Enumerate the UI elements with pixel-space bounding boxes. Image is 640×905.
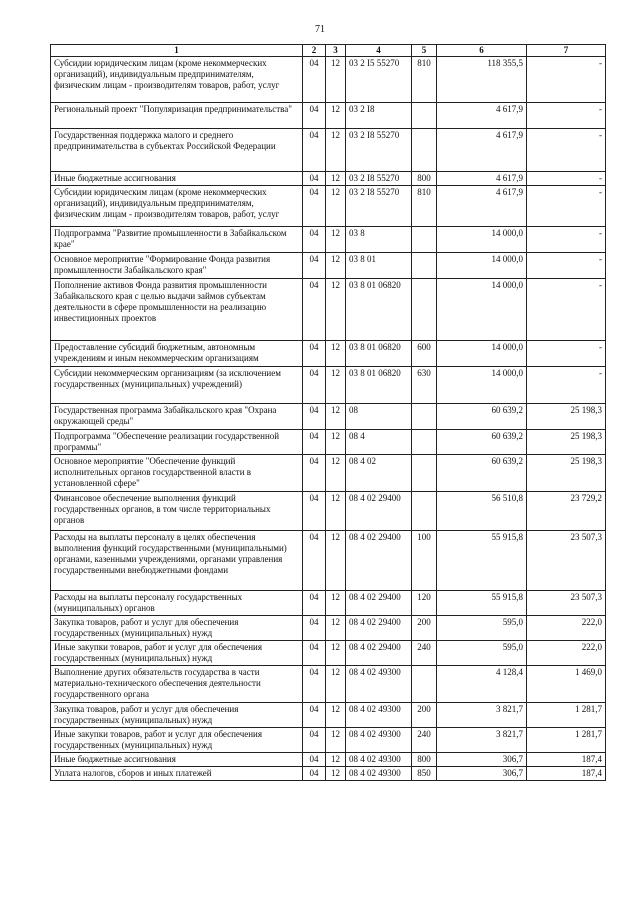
row-amount-col7: 187,4	[527, 766, 606, 780]
row-amount-col7: -	[527, 129, 606, 172]
row-subsection: 12	[326, 727, 346, 752]
row-amount-col7: 23 507,3	[527, 530, 606, 590]
row-expense-type	[412, 665, 437, 702]
row-expense-type: 200	[412, 615, 437, 640]
row-expense-type	[412, 430, 437, 455]
row-subsection: 12	[326, 172, 346, 186]
row-name: Финансовое обеспечение выполнения функций государственных органов, в том числе территориальных органов	[51, 491, 303, 530]
row-section: 04	[303, 590, 326, 615]
row-amount-col7: 23 729,2	[527, 491, 606, 530]
row-amount-col6: 4 617,9	[437, 186, 527, 227]
row-target-code: 08	[346, 404, 412, 430]
row-amount-col6: 118 355,5	[437, 57, 527, 103]
row-amount-col6: 60 639,2	[437, 404, 527, 430]
column-header-1: 1	[51, 45, 303, 57]
row-expense-type	[412, 227, 437, 253]
row-expense-type	[412, 129, 437, 172]
row-amount-col7: -	[527, 172, 606, 186]
row-name: Субсидии юридическим лицам (кроме некоммерческих организаций), индивидуальным предпринимателям, физическим лицам - производителям товаров, работ, услуг	[51, 57, 303, 103]
row-amount-col6: 306,7	[437, 766, 527, 780]
row-name: Субсидии некоммерческим организациям (за исключением государственных (муниципальных) учреждений)	[51, 367, 303, 404]
row-name: Пополнение активов Фонда развития промышленности Забайкальского края с целью выдачи займов субъектам деятельности в сфере промышленности на реализацию инвестиционных проектов	[51, 279, 303, 341]
row-expense-type	[412, 279, 437, 341]
column-header-4: 4	[346, 45, 412, 57]
row-amount-col6: 14 000,0	[437, 279, 527, 341]
row-target-code: 03 2 I8	[346, 103, 412, 129]
row-amount-col6: 306,7	[437, 752, 527, 766]
row-expense-type: 100	[412, 530, 437, 590]
column-header-5: 5	[412, 45, 437, 57]
table-row	[51, 341, 606, 367]
row-target-code: 03 8	[346, 227, 412, 253]
row-section: 04	[303, 454, 326, 491]
row-expense-type	[412, 491, 437, 530]
row-subsection: 12	[326, 227, 346, 253]
table-row	[51, 57, 606, 103]
table-row	[51, 530, 606, 590]
row-target-code: 03 2 I5 55270	[346, 57, 412, 103]
row-expense-type	[412, 404, 437, 430]
row-name: Подпрограмма "Обеспечение реализации государственной программы"	[51, 430, 303, 455]
row-subsection: 12	[326, 430, 346, 455]
table-row	[51, 367, 606, 404]
row-target-code: 08 4 02 49300	[346, 727, 412, 752]
table-row	[51, 129, 606, 172]
row-amount-col6: 4 617,9	[437, 129, 527, 172]
column-header-6: 6	[437, 45, 527, 57]
row-amount-col7: -	[527, 253, 606, 279]
row-name: Закупка товаров, работ и услуг для обеспечения государственных (муниципальных) нужд	[51, 615, 303, 640]
row-target-code: 08 4 02 29400	[346, 615, 412, 640]
row-section: 04	[303, 172, 326, 186]
row-expense-type: 240	[412, 640, 437, 665]
row-section: 04	[303, 253, 326, 279]
table-row	[51, 404, 606, 430]
row-subsection: 12	[326, 766, 346, 780]
row-name: Уплата налогов, сборов и иных платежей	[51, 766, 303, 780]
row-section: 04	[303, 665, 326, 702]
column-header-7: 7	[527, 45, 606, 57]
row-amount-col6: 60 639,2	[437, 454, 527, 491]
row-target-code: 08 4 02	[346, 454, 412, 491]
row-section: 04	[303, 404, 326, 430]
budget-table	[50, 44, 606, 781]
row-name: Подпрограмма "Развитие промышленности в Забайкальском крае"	[51, 227, 303, 253]
row-amount-col6: 14 000,0	[437, 227, 527, 253]
row-target-code: 08 4 02 49300	[346, 752, 412, 766]
row-amount-col7: -	[527, 341, 606, 367]
row-section: 04	[303, 640, 326, 665]
row-amount-col6: 4 617,9	[437, 103, 527, 129]
row-amount-col7: 23 507,3	[527, 590, 606, 615]
row-name: Расходы на выплаты персоналу в целях обеспечения выполнения функций государственными (муниципальными) органами, казенными учреждениями, органами управления государственными внебюджетными фондами	[51, 530, 303, 590]
row-name: Иные бюджетные ассигнования	[51, 172, 303, 186]
row-amount-col7: 222,0	[527, 640, 606, 665]
row-subsection: 12	[326, 129, 346, 172]
row-name: Основное мероприятие "Формирование Фонда развития промышленности Забайкальского края"	[51, 253, 303, 279]
row-amount-col7: -	[527, 227, 606, 253]
row-amount-col7: 1 281,7	[527, 727, 606, 752]
table-row	[51, 279, 606, 341]
table-row	[51, 590, 606, 615]
table-row	[51, 766, 606, 780]
row-name: Иные закупки товаров, работ и услуг для обеспечения государственных (муниципальных) нужд	[51, 727, 303, 752]
row-amount-col6: 55 915,8	[437, 590, 527, 615]
row-subsection: 12	[326, 752, 346, 766]
row-section: 04	[303, 702, 326, 727]
row-amount-col6: 3 821,7	[437, 702, 527, 727]
row-amount-col6: 55 915,8	[437, 530, 527, 590]
table-row	[51, 103, 606, 129]
row-section: 04	[303, 615, 326, 640]
row-expense-type: 850	[412, 766, 437, 780]
row-subsection: 12	[326, 590, 346, 615]
row-name: Субсидии юридическим лицам (кроме некоммерческих организаций), индивидуальным предпринимателям, физическим лицам - производителям товаров, работ, услуг	[51, 186, 303, 227]
row-section: 04	[303, 367, 326, 404]
row-expense-type	[412, 454, 437, 491]
row-section: 04	[303, 530, 326, 590]
row-amount-col7: -	[527, 279, 606, 341]
row-amount-col6: 14 000,0	[437, 253, 527, 279]
row-target-code: 08 4 02 29400	[346, 491, 412, 530]
row-section: 04	[303, 57, 326, 103]
table-row	[51, 172, 606, 186]
row-expense-type: 600	[412, 341, 437, 367]
table-row	[51, 665, 606, 702]
row-subsection: 12	[326, 404, 346, 430]
table-row	[51, 752, 606, 766]
row-target-code: 08 4 02 49300	[346, 702, 412, 727]
row-amount-col6: 4 617,9	[437, 172, 527, 186]
row-amount-col6: 14 000,0	[437, 341, 527, 367]
row-name: Иные бюджетные ассигнования	[51, 752, 303, 766]
row-target-code: 03 8 01 06820	[346, 279, 412, 341]
row-name: Основное мероприятие "Обеспечение функций исполнительных органов государственной власти в установленной сфере"	[51, 454, 303, 491]
row-expense-type: 240	[412, 727, 437, 752]
row-subsection: 12	[326, 640, 346, 665]
row-amount-col6: 14 000,0	[437, 367, 527, 404]
row-name: Закупка товаров, работ и услуг для обеспечения государственных (муниципальных) нужд	[51, 702, 303, 727]
row-section: 04	[303, 430, 326, 455]
row-subsection: 12	[326, 367, 346, 404]
row-amount-col7: 187,4	[527, 752, 606, 766]
row-amount-col7: 25 198,3	[527, 430, 606, 455]
row-amount-col6: 595,0	[437, 640, 527, 665]
row-target-code: 08 4 02 29400	[346, 590, 412, 615]
row-amount-col7: -	[527, 186, 606, 227]
row-amount-col7: 1 469,0	[527, 665, 606, 702]
row-name: Предоставление субсидий бюджетным, автономным учреждениям и иным некоммерческим организациям	[51, 341, 303, 367]
table-row	[51, 253, 606, 279]
row-target-code: 08 4 02 29400	[346, 640, 412, 665]
row-target-code: 03 8 01 06820	[346, 341, 412, 367]
row-amount-col7: -	[527, 57, 606, 103]
row-target-code: 08 4 02 49300	[346, 665, 412, 702]
row-target-code: 08 4	[346, 430, 412, 455]
table-row	[51, 702, 606, 727]
row-expense-type: 630	[412, 367, 437, 404]
row-subsection: 12	[326, 279, 346, 341]
row-expense-type: 810	[412, 57, 437, 103]
row-section: 04	[303, 227, 326, 253]
row-name: Иные закупки товаров, работ и услуг для обеспечения государственных (муниципальных) нужд	[51, 640, 303, 665]
row-expense-type: 810	[412, 186, 437, 227]
row-name: Выполнение других обязательств государства в части материально-технического обеспечения деятельности государственного органа	[51, 665, 303, 702]
row-section: 04	[303, 279, 326, 341]
row-amount-col6: 56 510,8	[437, 491, 527, 530]
row-amount-col7: -	[527, 103, 606, 129]
table-row	[51, 640, 606, 665]
row-amount-col7: 1 281,7	[527, 702, 606, 727]
table-row	[51, 430, 606, 455]
row-subsection: 12	[326, 57, 346, 103]
row-section: 04	[303, 727, 326, 752]
row-expense-type: 800	[412, 752, 437, 766]
page-number: 71	[315, 24, 325, 35]
row-subsection: 12	[326, 665, 346, 702]
row-subsection: 12	[326, 341, 346, 367]
row-target-code: 03 8 01	[346, 253, 412, 279]
row-name: Расходы на выплаты персоналу государственных (муниципальных) органов	[51, 590, 303, 615]
row-amount-col7: -	[527, 367, 606, 404]
row-expense-type: 120	[412, 590, 437, 615]
row-section: 04	[303, 341, 326, 367]
row-expense-type	[412, 253, 437, 279]
row-section: 04	[303, 766, 326, 780]
row-amount-col7: 25 198,3	[527, 404, 606, 430]
row-subsection: 12	[326, 530, 346, 590]
row-section: 04	[303, 186, 326, 227]
row-name: Государственная поддержка малого и среднего предпринимательства в субъектах Российской Федерации	[51, 129, 303, 172]
row-name: Региональный проект "Популяризация предпринимательства"	[51, 103, 303, 129]
row-expense-type	[412, 103, 437, 129]
row-amount-col6: 595,0	[437, 615, 527, 640]
row-subsection: 12	[326, 253, 346, 279]
table-row	[51, 227, 606, 253]
column-header-2: 2	[303, 45, 326, 57]
row-amount-col6: 3 821,7	[437, 727, 527, 752]
row-subsection: 12	[326, 103, 346, 129]
row-subsection: 12	[326, 186, 346, 227]
row-section: 04	[303, 103, 326, 129]
row-section: 04	[303, 491, 326, 530]
row-amount-col6: 60 639,2	[437, 430, 527, 455]
row-amount-col7: 222,0	[527, 615, 606, 640]
row-subsection: 12	[326, 702, 346, 727]
row-target-code: 03 2 I8 55270	[346, 186, 412, 227]
table-row	[51, 454, 606, 491]
table-row	[51, 727, 606, 752]
column-header-3: 3	[326, 45, 346, 57]
row-name: Государственная программа Забайкальского края "Охрана окружающей среды"	[51, 404, 303, 430]
row-amount-col7: 25 198,3	[527, 454, 606, 491]
row-subsection: 12	[326, 491, 346, 530]
table-row	[51, 491, 606, 530]
row-target-code: 08 4 02 49300	[346, 766, 412, 780]
row-subsection: 12	[326, 615, 346, 640]
row-expense-type: 200	[412, 702, 437, 727]
header-row	[51, 45, 606, 57]
row-amount-col6: 4 128,4	[437, 665, 527, 702]
row-section: 04	[303, 129, 326, 172]
row-section: 04	[303, 752, 326, 766]
row-subsection: 12	[326, 454, 346, 491]
row-target-code: 03 8 01 06820	[346, 367, 412, 404]
row-expense-type: 800	[412, 172, 437, 186]
table-row	[51, 186, 606, 227]
row-target-code: 03 2 I8 55270	[346, 172, 412, 186]
row-target-code: 08 4 02 29400	[346, 530, 412, 590]
table-row	[51, 615, 606, 640]
row-target-code: 03 2 I8 55270	[346, 129, 412, 172]
